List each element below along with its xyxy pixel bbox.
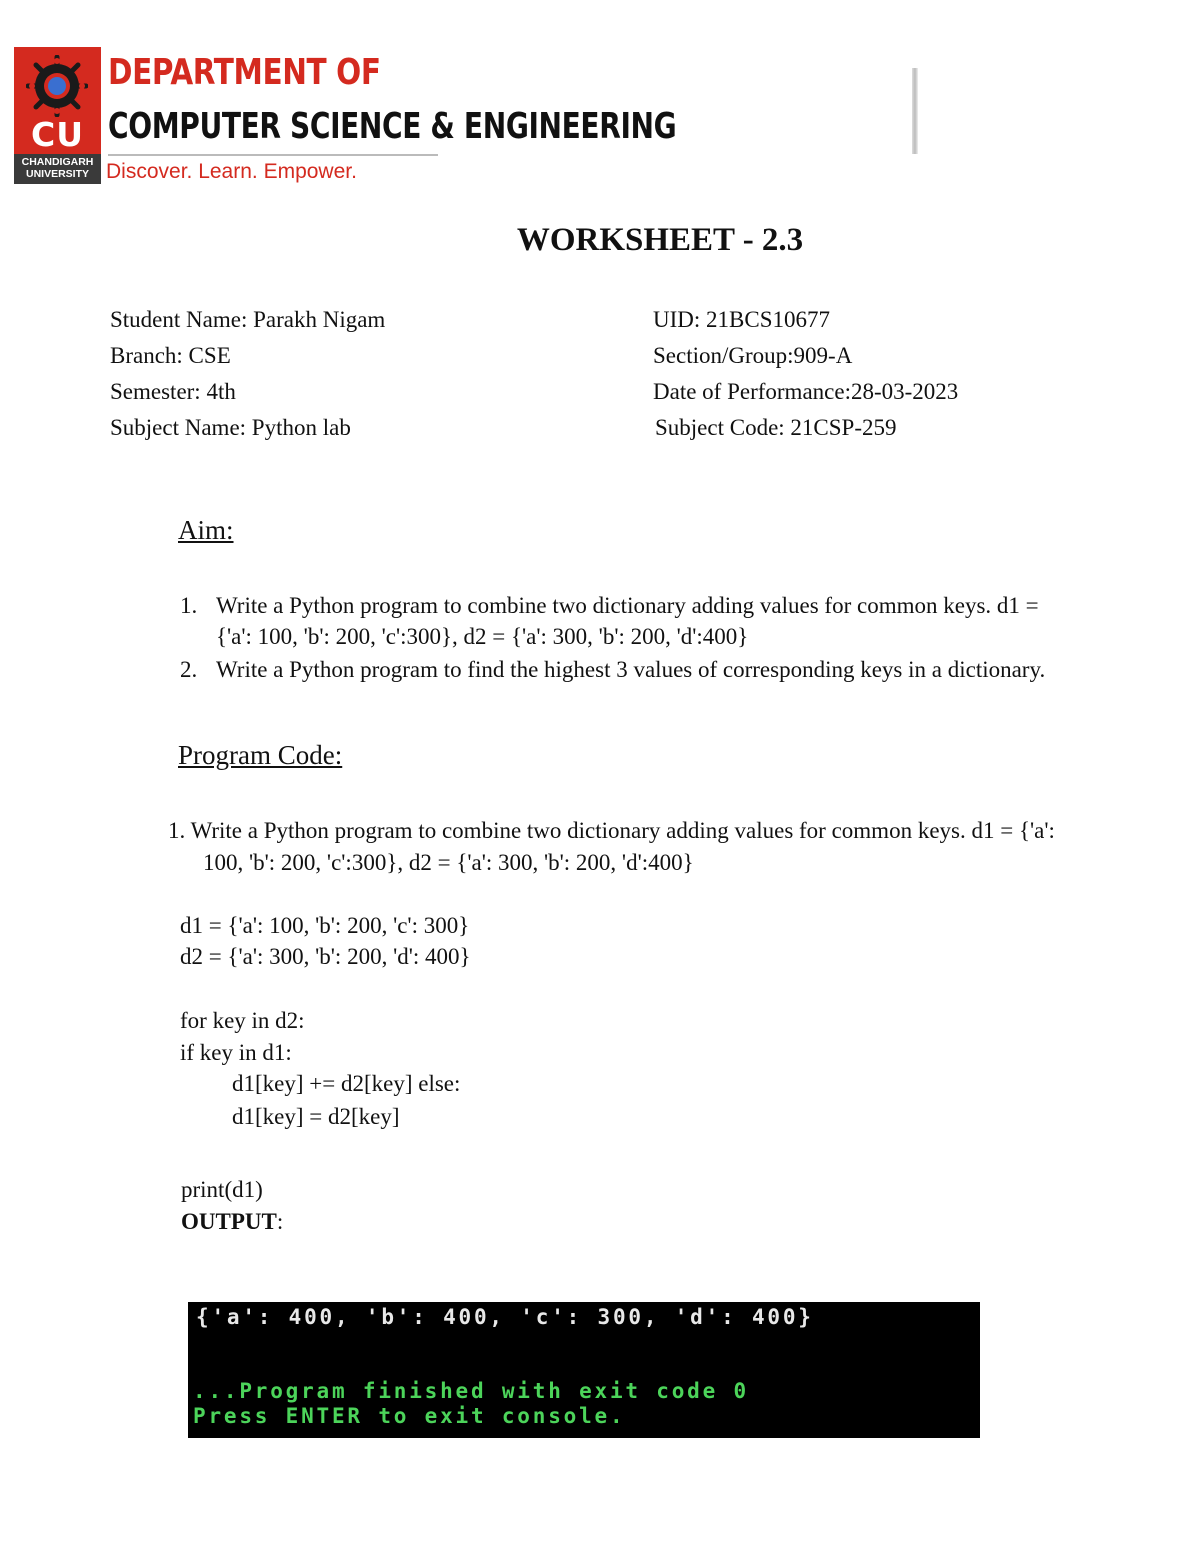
worksheet-title: WORKSHEET - 2.3 xyxy=(516,222,804,258)
header-vertical-bar xyxy=(912,68,918,154)
semester: Semester: 4th xyxy=(110,379,236,404)
code-line: d2 = {'a': 300, 'b': 200, 'd': 400} xyxy=(180,944,471,969)
department-title-line2: COMPUTER SCIENCE & ENGINEERING xyxy=(108,106,677,147)
output-label xyxy=(181,1206,283,1238)
code-line: d1[key] += d2[key] else: xyxy=(232,1071,461,1096)
aim-heading: Aim: xyxy=(178,515,234,545)
student-uid: UID: 21BCS10677 xyxy=(653,307,830,332)
code-line: print(d1) xyxy=(181,1177,263,1202)
code-line: for key in d2: xyxy=(180,1008,305,1033)
date-of-performance: Date of Performance:28-03-2023 xyxy=(653,379,959,404)
aim-item-2-line1: Write a Python program to find the highest 3 values of corresponding keys in a dictionary. xyxy=(216,657,1046,682)
code-line: d1 = {'a': 100, 'b': 200, 'c': 300} xyxy=(180,913,470,938)
program-code-heading: Program Code: xyxy=(178,740,343,770)
aim-item-1-line2: {'a': 100, 'b': 200, 'c':300}, d2 = {'a': 300, 'b': 200, 'd':400} xyxy=(216,624,749,649)
section-group: Section/Group:909-A xyxy=(653,343,853,368)
aim-item-1-number: 1. xyxy=(180,593,198,618)
emblem-icon xyxy=(26,55,88,117)
output-label-text: OUTPUT xyxy=(181,1209,277,1234)
terminal-status-line: ...Program finished with exit code 0 xyxy=(193,1379,749,1403)
aim-item-1-line1: Write a Python program to combine two dictionary adding values for common keys. d1 = xyxy=(216,593,1039,618)
terminal-output-line: {'a': 400, 'b': 400, 'c': 300, 'd': 400} xyxy=(196,1305,814,1329)
student-name: Student Name: Parakh Nigam xyxy=(110,307,386,332)
code-line: d1[key] = d2[key] xyxy=(232,1104,400,1129)
department-title-line1: DEPARTMENT OF xyxy=(108,52,381,93)
subject-code: Subject Code: 21CSP-259 xyxy=(655,415,897,440)
aim-item-2-number: 2. xyxy=(180,657,198,682)
branch: Branch: CSE xyxy=(110,343,231,368)
output-label-colon: : xyxy=(276,1209,284,1234)
logo-cu-text: CU xyxy=(30,115,84,154)
code-line: if key in d1: xyxy=(180,1040,292,1065)
question-1-line1: 1. Write a Python program to combine two dictionary adding values for common keys. d1 = {'a': xyxy=(168,818,1055,843)
terminal-prompt-line: Press ENTER to exit console. xyxy=(193,1404,626,1428)
tagline: Discover. Learn. Empower. xyxy=(106,160,357,183)
question-1-line2: 100, 'b': 200, 'c':300}, d2 = {'a': 300, 'b': 200, 'd':400} xyxy=(203,850,694,875)
header-divider xyxy=(108,154,438,156)
subject-name: Subject Name: Python lab xyxy=(110,415,351,440)
logo-university-text: CHANDIGARH UNIVERSITY xyxy=(21,156,94,180)
